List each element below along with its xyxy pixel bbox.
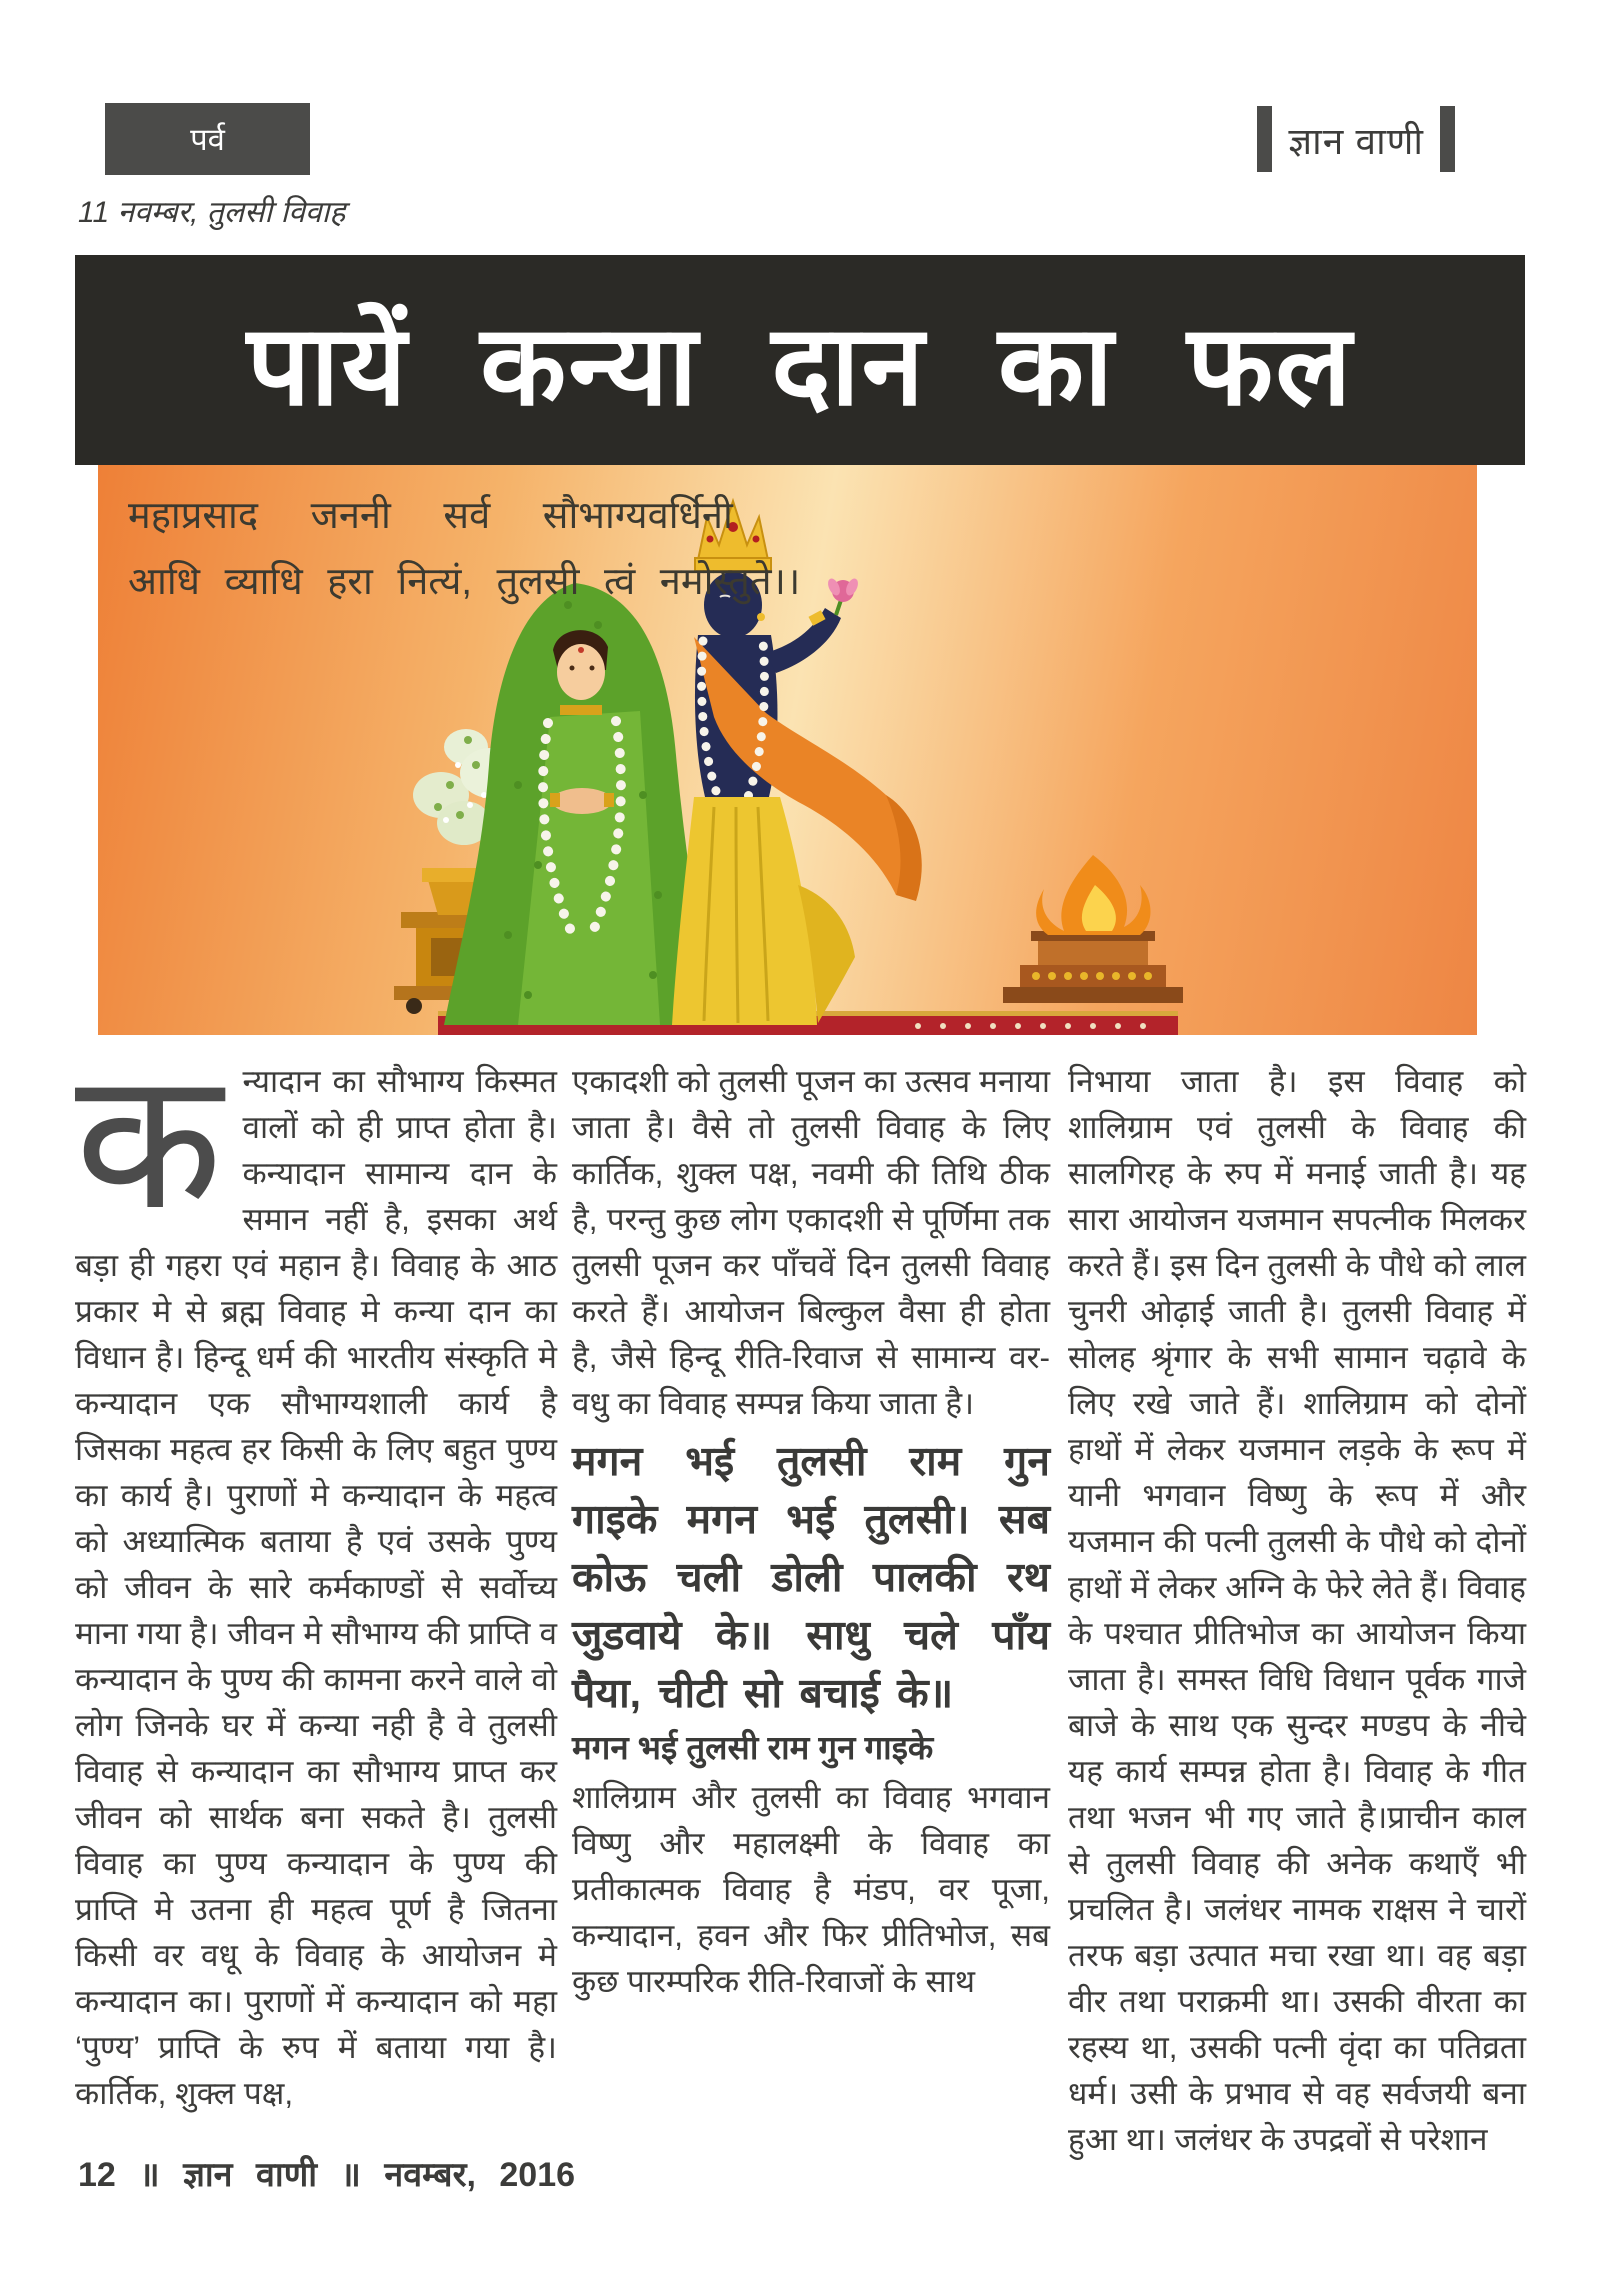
column1-text: न्यादान का सौभाग्य किस्मत वालों को ही प्राप्त होता है। कन्यादान सामान्य दान के समान नहीं है, इसका अर्थ बड़ा ही गहरा एवं महान है। विवाह के आठ प्रकार मे से ब्रह्म विवाह मे कन्या दान का विधान है। हिन्दू धर्म की भारतीय संस्कृति मे कन्यादान एक सौभाग्यशाली कार्य है जिसका महत्व हर किसी के लिए बहुत पुण्य का कार्य है। पुराणों मे कन्यादान के महत्व को अध्यात्मिक बताया है एवं उसके पुण्य को जीवन के सारे कर्मकाण्डों से सर्वोच्य माना गया है। जीवन मे सौभाग्य की प्राप्ति व कन्यादान के पुण्य की कामना करने वाले वो लोग जिनके घर में कन्या नही है वे तुलसी विवाह से कन्यादान का सौभाग्य प्राप्त कर जीवन को सार्थक बना सकते है। तुलसी विवाह का पुण्य कन्यादान के पुण्य की प्राप्ति मे उतना ही महत्व पूर्ण है जितना किसी वर वधू के विवाह के आयोजन मे कन्यादान का। पुराणों में कन्यादान को महा ‘पुण्य’ प्राप्ति के रुप में बताया गया है। कार्तिक, शुक्ल पक्ष,: [75, 1063, 557, 2111]
havan-fire: [1003, 855, 1183, 1003]
masthead-left-bar: [1257, 106, 1272, 172]
article-column-2: [572, 1058, 1050, 2004]
section-badge-label: पर्व: [190, 122, 225, 157]
dhoti: [672, 797, 817, 1025]
masthead: [1257, 104, 1455, 174]
dropcap: क: [75, 1036, 223, 1249]
hero-image: [98, 465, 1477, 1035]
masthead-title: ज्ञान वाणी: [1288, 120, 1424, 162]
shloka-line2: आधि व्याधि हरा नित्यं, तुलसी त्वं नमोस्तुते।।: [128, 561, 801, 603]
dateline: 11 नवम्बर, तुलसी विवाह: [78, 196, 346, 229]
headline-banner: [75, 255, 1525, 465]
shloka-verse: [128, 483, 800, 615]
verse-subhead: मगन भई तुलसी राम गुन गाइके: [572, 1729, 934, 1766]
bride-figure: [444, 583, 710, 1025]
lotus-icon: [826, 577, 861, 615]
column2-paragraph-2: शालिग्राम और तुलसी का विवाह भगवान विष्णु और महालक्ष्मी के विवाह का प्रतीकात्मक विवाह है मंडप, वर पूजा, कन्यादान, हवन और फिर प्रीतिभोज, सब कुछ पारम्परिक रीति-रिवाजों के साथ: [572, 1779, 1050, 1999]
page-footer: 12 ॥ ज्ञान वाणी ॥ नवम्बर, 2016: [78, 2156, 576, 2194]
article-column-3: [1068, 1058, 1526, 2162]
column2-paragraph-1: एकादशी को तुलसी पूजन का उत्सव मनाया जाता है। वैसे तो तुलसी विवाह के लिए कार्तिक, शुक्ल पक्ष, नवमी की तिथि ठीक है, परन्तु कुछ लोग एकादशी से पूर्णिमा तक तुलसी पूजन कर पाँचवें दिन तुलसी विवाह करते हैं। आयोजन बिल्कुल वैसा ही होता है, जैसे हिन्दू रीति-रिवाज से सामान्य वर-वधु का विवाह सम्पन्न किया जाता है।: [572, 1063, 1050, 1421]
shloka-line1: महाप्रसाद जननी सर्व सौभाग्यवर्धिनी: [128, 495, 733, 537]
tulsi-bhajan-verse: मगन भई तुलसी राम गुन गाइके मगन भई तुलसी। सब कोऊ चली डोली पालकी रथ जुडवाये के॥ साधु चले पाँय पैया, चीटी सो बचाई के॥: [572, 1438, 1050, 1716]
page-title: पायें कन्या दान का फल: [246, 304, 1354, 429]
article-column-1: [75, 1036, 557, 2116]
column3-text: निभाया जाता है। इस विवाह को शालिग्राम एवं तुलसी के विवाह की सालगिरह के रुप में मनाई जाती है। यह सारा आयोजन यजमान सपत्नीक मिलकर करते हैं। इस दिन तुलसी के पौधे को लाल चुनरी ओढ़ाई जाती है। तुलसी विवाह में सोलह श्रृंगार के सभी सामान चढ़ावे के लिए रखे जाते हैं। शालिग्राम को दोनों हाथों में लेकर यजमान लड़के के रूप में यानी भगवान विष्णु के रूप में और यजमान की पत्नी तुलसी के पौधे को दोनों हाथों में लेकर अग्नि के फेरे लेते हैं। विवाह के पश्चात प्रीतिभोज का आयोजन किया जाता है। समस्त विधि विधान पूर्वक गाजे बाजे के साथ एक सुन्दर मण्डप के नीचे यह कार्य सम्पन्न होता है। विवाह के गीत तथा भजन भी गए जाते है।प्राचीन काल से तुलसी विवाह की अनेक कथाएँ भी प्रचलित है। जलंधर नामक राक्षस ने चारों तरफ बड़ा उत्पात मचा रखा था। वह बड़ा वीर तथा पराक्रमी था। उसकी वीरता का रहस्य था, उसकी पत्नी वृंदा का पतिव्रता धर्म। उसी के प्रभाव से वह सर्वजयी बना हुआ था। जलंधर के उपद्रवों से परेशान: [1068, 1063, 1526, 2157]
section-badge: [105, 103, 310, 175]
masthead-right-bar: [1440, 106, 1455, 172]
